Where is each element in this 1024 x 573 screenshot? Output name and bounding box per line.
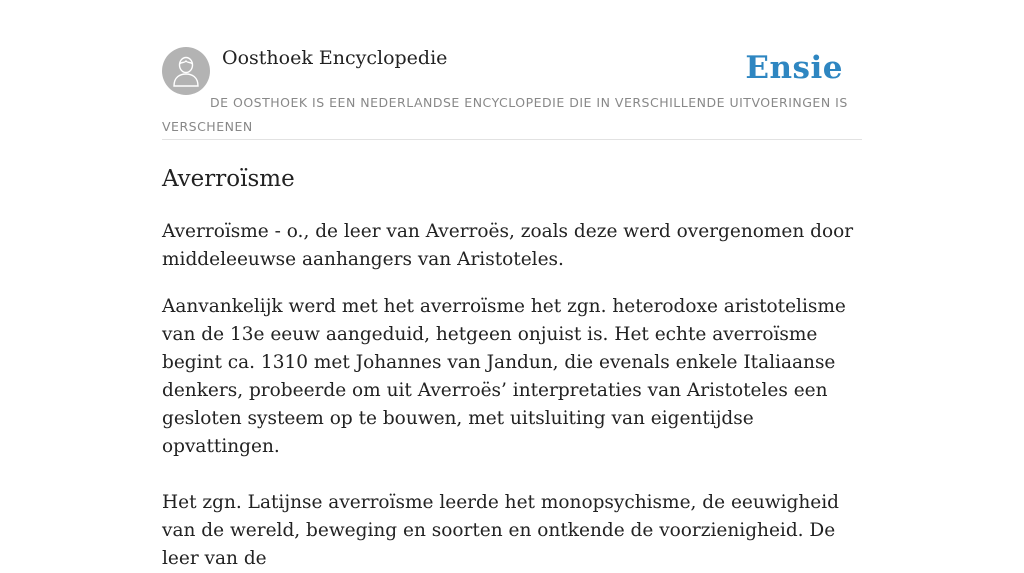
site-header: [162, 46, 862, 140]
article-paragraph: Averroïsme - o., de leer van Averroës, zoals deze werd overgenomen door middeleeuwse aanhangers van Aristoteles.: [162, 221, 854, 270]
site-tagline: DE OOSTHOEK IS EEN NEDERLANDSE ENCYCLOPEDIE DIE IN VERSCHILLENDE UITVOERINGEN IS VERSCHENEN: [162, 95, 848, 134]
article-title: Averroïsme: [162, 166, 295, 192]
page: [162, 0, 862, 573]
user-avatar-icon[interactable]: [162, 47, 210, 95]
article-paragraph: Aanvankelijk werd met het averroïsme het zgn. heterodoxe aristotelisme van de 13e eeuw aangeduid, hetgeen onjuist is. Het echte averroïsme begint ca. 1310 met Johannes van Jandun, die evenals enkele Italiaanse denkers, probeerde om uit Averroës’ interpretaties van Aristoteles een gesloten systeem op te bouwen, met uitsluiting van eigentijdse opvattingen.: [162, 296, 846, 457]
site-name[interactable]: Oosthoek Encyclopedie: [222, 47, 448, 69]
article-paragraph: Het zgn. Latijnse averroïsme leerde het monopsychisme, de eeuwigheid van de wereld, beweging en soorten en ontkende de voorzienigheid. De leer van de: [162, 492, 840, 569]
brand-logo[interactable]: Ensie: [745, 50, 843, 86]
